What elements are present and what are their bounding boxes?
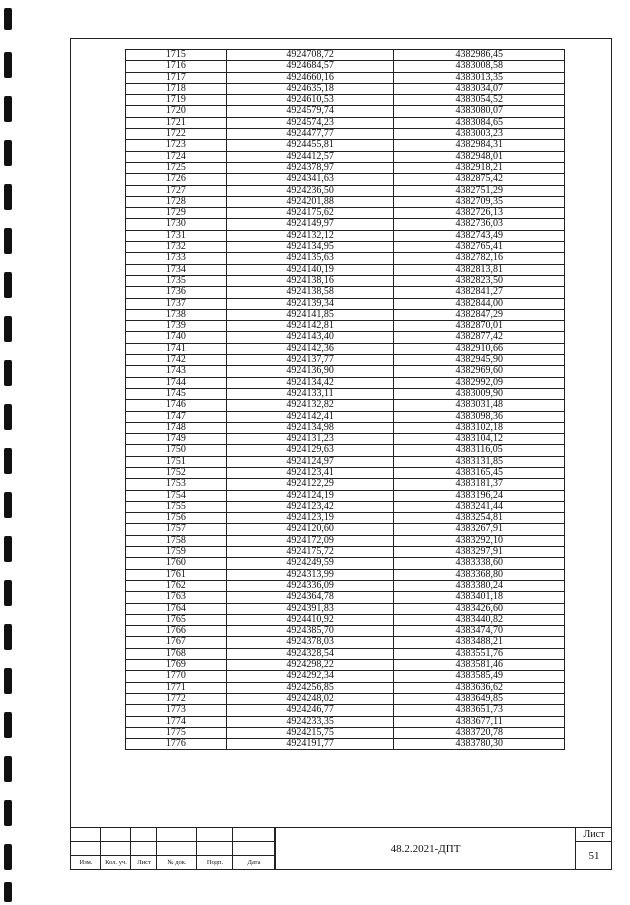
table-row (126, 366, 565, 377)
title-block-label: Кол. уч. (105, 859, 127, 866)
table-row (126, 648, 565, 659)
x-coordinate: 4924410,92 (226, 614, 394, 625)
x-coordinate: 4924135,63 (226, 253, 394, 264)
x-coordinate: 4924134,98 (226, 422, 394, 433)
x-coordinate: 4924149,97 (226, 219, 394, 230)
table-row (126, 95, 565, 106)
y-coordinate: 4383008,58 (394, 61, 565, 72)
x-coordinate: 4924412,57 (226, 151, 394, 162)
binding-mark (4, 536, 12, 562)
table-row (126, 355, 565, 366)
table-row (126, 174, 565, 185)
title-block-label: Лист (137, 859, 151, 866)
table-row (126, 219, 565, 230)
x-coordinate: 4924378,97 (226, 162, 394, 173)
title-block-label: № док. (167, 859, 187, 866)
point-number: 1762 (126, 580, 227, 591)
point-number: 1770 (126, 671, 227, 682)
table-row (126, 547, 565, 558)
table-row (126, 140, 565, 151)
x-coordinate: 4924579,74 (226, 106, 394, 117)
table-row (126, 739, 565, 750)
table-row (126, 671, 565, 682)
binding-mark (4, 96, 12, 122)
y-coordinate: 4382844,00 (394, 298, 565, 309)
point-number: 1739 (126, 321, 227, 332)
point-number: 1722 (126, 129, 227, 140)
table-row (126, 83, 565, 94)
x-coordinate: 4924660,16 (226, 72, 394, 83)
table-row (126, 592, 565, 603)
y-coordinate: 4382813,81 (394, 264, 565, 275)
point-number: 1733 (126, 253, 227, 264)
table-row (126, 456, 565, 467)
y-coordinate: 4383009,90 (394, 388, 565, 399)
sheet-number: 51 (588, 850, 600, 862)
binding-mark (4, 668, 12, 694)
point-number: 1731 (126, 230, 227, 241)
x-coordinate: 4924124,19 (226, 490, 394, 501)
x-coordinate: 4924215,75 (226, 727, 394, 738)
document-number: 48.2.2021-ДПТ (275, 828, 575, 870)
y-coordinate: 4383241,44 (394, 501, 565, 512)
table-row (126, 275, 565, 286)
point-number: 1737 (126, 298, 227, 309)
x-coordinate: 4924684,57 (226, 61, 394, 72)
x-coordinate: 4924364,78 (226, 592, 394, 603)
table-row (126, 343, 565, 354)
table-row (126, 332, 565, 343)
point-number: 1754 (126, 490, 227, 501)
y-coordinate: 4383034,07 (394, 83, 565, 94)
title-block-cell (101, 828, 131, 842)
y-coordinate: 4382992,09 (394, 377, 565, 388)
table-row (126, 287, 565, 298)
x-coordinate: 4924134,95 (226, 242, 394, 253)
y-coordinate: 4383581,46 (394, 660, 565, 671)
y-coordinate: 4382709,35 (394, 196, 565, 207)
point-number: 1718 (126, 83, 227, 94)
point-number: 1738 (126, 309, 227, 320)
table-row (126, 614, 565, 625)
table-row (126, 558, 565, 569)
table-row (126, 626, 565, 637)
point-number: 1746 (126, 400, 227, 411)
y-coordinate: 4383084,65 (394, 117, 565, 128)
point-number: 1753 (126, 479, 227, 490)
x-coordinate: 4924236,50 (226, 185, 394, 196)
table-row (126, 479, 565, 490)
x-coordinate: 4924610,53 (226, 95, 394, 106)
y-coordinate: 4383031,48 (394, 400, 565, 411)
sheet-label: Лист (576, 828, 612, 842)
binding-mark (4, 800, 12, 826)
point-number: 1765 (126, 614, 227, 625)
point-number: 1720 (126, 106, 227, 117)
title-block-cell (71, 828, 101, 842)
point-number: 1747 (126, 411, 227, 422)
point-number: 1727 (126, 185, 227, 196)
point-number: 1741 (126, 343, 227, 354)
table-row (126, 524, 565, 535)
binding-mark (4, 580, 12, 606)
y-coordinate: 4383297,91 (394, 547, 565, 558)
point-number: 1757 (126, 524, 227, 535)
y-coordinate: 4383104,12 (394, 434, 565, 445)
table-row (126, 580, 565, 591)
point-number: 1740 (126, 332, 227, 343)
table-row (126, 230, 565, 241)
y-coordinate: 4382877,42 (394, 332, 565, 343)
x-coordinate: 4924175,72 (226, 547, 394, 558)
point-number: 1763 (126, 592, 227, 603)
point-number: 1758 (126, 535, 227, 546)
x-coordinate: 4924123,41 (226, 467, 394, 478)
point-number: 1751 (126, 456, 227, 467)
title-block-cell (197, 828, 233, 842)
table-row (126, 660, 565, 671)
table-row (126, 467, 565, 478)
x-coordinate: 4924143,40 (226, 332, 394, 343)
binding-mark (4, 316, 12, 342)
sheet-box (575, 828, 611, 870)
y-coordinate: 4382984,31 (394, 140, 565, 151)
y-coordinate: 4383780,30 (394, 739, 565, 750)
x-coordinate: 4924141,85 (226, 309, 394, 320)
y-coordinate: 4383368,80 (394, 569, 565, 580)
title-block-cell (233, 842, 275, 856)
table-row (126, 377, 565, 388)
table-row (126, 603, 565, 614)
table-row (126, 434, 565, 445)
point-number: 1732 (126, 242, 227, 253)
y-coordinate: 4383196,24 (394, 490, 565, 501)
x-coordinate: 4924120,60 (226, 524, 394, 535)
table-row (126, 264, 565, 275)
y-coordinate: 4383181,37 (394, 479, 565, 490)
y-coordinate: 4382736,03 (394, 219, 565, 230)
x-coordinate: 4924139,34 (226, 298, 394, 309)
point-number: 1716 (126, 61, 227, 72)
binding-mark (4, 272, 12, 298)
table-row (126, 490, 565, 501)
point-number: 1772 (126, 693, 227, 704)
y-coordinate: 4383292,10 (394, 535, 565, 546)
y-coordinate: 4383720,78 (394, 727, 565, 738)
point-number: 1776 (126, 739, 227, 750)
table-row (126, 727, 565, 738)
table-row (126, 106, 565, 117)
point-number: 1775 (126, 727, 227, 738)
y-coordinate: 4383131,85 (394, 456, 565, 467)
table-row (126, 535, 565, 546)
title-block-cell (197, 842, 233, 856)
point-number: 1736 (126, 287, 227, 298)
x-coordinate: 4924336,09 (226, 580, 394, 591)
y-coordinate: 4383488,21 (394, 637, 565, 648)
table-row (126, 298, 565, 309)
binding-mark (4, 624, 12, 650)
point-number: 1760 (126, 558, 227, 569)
x-coordinate: 4924142,41 (226, 411, 394, 422)
table-row (126, 321, 565, 332)
point-number: 1767 (126, 637, 227, 648)
y-coordinate: 4383585,49 (394, 671, 565, 682)
x-coordinate: 4924175,62 (226, 208, 394, 219)
point-number: 1742 (126, 355, 227, 366)
binding-mark (4, 844, 12, 870)
page-frame (70, 38, 612, 870)
table-row (126, 445, 565, 456)
point-number: 1730 (126, 219, 227, 230)
binding-mark (4, 712, 12, 738)
point-number: 1766 (126, 626, 227, 637)
point-number: 1723 (126, 140, 227, 151)
point-number: 1748 (126, 422, 227, 433)
x-coordinate: 4924140,19 (226, 264, 394, 275)
table-row (126, 569, 565, 580)
table-row (126, 411, 565, 422)
y-coordinate: 4383649,85 (394, 693, 565, 704)
title-block-cell (101, 842, 131, 856)
y-coordinate: 4383098,36 (394, 411, 565, 422)
x-coordinate: 4924123,42 (226, 501, 394, 512)
x-coordinate: 4924298,22 (226, 660, 394, 671)
table-row (126, 400, 565, 411)
y-coordinate: 4383474,70 (394, 626, 565, 637)
point-number: 1724 (126, 151, 227, 162)
y-coordinate: 4383380,24 (394, 580, 565, 591)
y-coordinate: 4383677,11 (394, 716, 565, 727)
binding-mark (4, 140, 12, 166)
y-coordinate: 4383102,18 (394, 422, 565, 433)
table-row (126, 61, 565, 72)
x-coordinate: 4924292,34 (226, 671, 394, 682)
table-row (126, 117, 565, 128)
title-block-label: Дата (247, 859, 261, 866)
point-number: 1773 (126, 705, 227, 716)
x-coordinate: 4924123,19 (226, 513, 394, 524)
y-coordinate: 4383165,45 (394, 467, 565, 478)
y-coordinate: 4383267,91 (394, 524, 565, 535)
x-coordinate: 4924313,99 (226, 569, 394, 580)
x-coordinate: 4924134,42 (226, 377, 394, 388)
x-coordinate: 4924233,35 (226, 716, 394, 727)
x-coordinate: 4924124,97 (226, 456, 394, 467)
y-coordinate: 4383080,07 (394, 106, 565, 117)
x-coordinate: 4924341,63 (226, 174, 394, 185)
title-block-cell (71, 842, 101, 856)
binding-mark (4, 404, 12, 430)
binding-mark (4, 360, 12, 386)
title-block-cell (157, 842, 197, 856)
point-number: 1769 (126, 660, 227, 671)
binding-mark (4, 756, 12, 782)
y-coordinate: 4382847,29 (394, 309, 565, 320)
x-coordinate: 4924131,23 (226, 434, 394, 445)
y-coordinate: 4382969,60 (394, 366, 565, 377)
y-coordinate: 4383651,73 (394, 705, 565, 716)
y-coordinate: 4382765,41 (394, 242, 565, 253)
table-row (126, 705, 565, 716)
table-row (126, 129, 565, 140)
y-coordinate: 4383003,23 (394, 129, 565, 140)
y-coordinate: 4382875,42 (394, 174, 565, 185)
x-coordinate: 4924172,09 (226, 535, 394, 546)
coordinates-table (125, 49, 565, 750)
y-coordinate: 4383426,60 (394, 603, 565, 614)
table-row (126, 253, 565, 264)
y-coordinate: 4382945,90 (394, 355, 565, 366)
x-coordinate: 4924132,82 (226, 400, 394, 411)
binding-mark (4, 184, 12, 210)
y-coordinate: 4383116,05 (394, 445, 565, 456)
binding-mark (4, 8, 12, 30)
x-coordinate: 4924635,18 (226, 83, 394, 94)
binding-mark (4, 448, 12, 474)
y-coordinate: 4382751,29 (394, 185, 565, 196)
point-number: 1744 (126, 377, 227, 388)
table-row (126, 196, 565, 207)
title-block (71, 827, 611, 870)
point-number: 1729 (126, 208, 227, 219)
point-number: 1726 (126, 174, 227, 185)
table-row (126, 185, 565, 196)
y-coordinate: 4383013,35 (394, 72, 565, 83)
table-row (126, 637, 565, 648)
x-coordinate: 4924249,59 (226, 558, 394, 569)
table-row (126, 151, 565, 162)
point-number: 1721 (126, 117, 227, 128)
y-coordinate: 4383551,76 (394, 648, 565, 659)
x-coordinate: 4924191,77 (226, 739, 394, 750)
point-number: 1734 (126, 264, 227, 275)
point-number: 1743 (126, 366, 227, 377)
y-coordinate: 4382841,27 (394, 287, 565, 298)
y-coordinate: 4382823,50 (394, 275, 565, 286)
y-coordinate: 4383054,52 (394, 95, 565, 106)
table-row (126, 208, 565, 219)
y-coordinate: 4382948,01 (394, 151, 565, 162)
y-coordinate: 4383440,82 (394, 614, 565, 625)
y-coordinate: 4382743,49 (394, 230, 565, 241)
point-number: 1761 (126, 569, 227, 580)
y-coordinate: 4383401,18 (394, 592, 565, 603)
x-coordinate: 4924455,81 (226, 140, 394, 151)
point-number: 1759 (126, 547, 227, 558)
x-coordinate: 4924391,83 (226, 603, 394, 614)
point-number: 1719 (126, 95, 227, 106)
table-row (126, 513, 565, 524)
y-coordinate: 4382986,45 (394, 50, 565, 61)
point-number: 1717 (126, 72, 227, 83)
point-number: 1735 (126, 275, 227, 286)
x-coordinate: 4924137,77 (226, 355, 394, 366)
point-number: 1774 (126, 716, 227, 727)
x-coordinate: 4924256,85 (226, 682, 394, 693)
point-number: 1725 (126, 162, 227, 173)
table-row (126, 388, 565, 399)
x-coordinate: 4924129,63 (226, 445, 394, 456)
table-row (126, 309, 565, 320)
table-row (126, 162, 565, 173)
point-number: 1756 (126, 513, 227, 524)
table-row (126, 716, 565, 727)
binding-mark (4, 52, 12, 78)
point-number: 1768 (126, 648, 227, 659)
title-block-cell (131, 828, 157, 842)
x-coordinate: 4924122,29 (226, 479, 394, 490)
y-coordinate: 4382910,66 (394, 343, 565, 354)
point-number: 1745 (126, 388, 227, 399)
x-coordinate: 4924708,72 (226, 50, 394, 61)
point-number: 1752 (126, 467, 227, 478)
title-block-cell (233, 828, 275, 842)
x-coordinate: 4924246,77 (226, 705, 394, 716)
y-coordinate: 4382918,21 (394, 162, 565, 173)
table-row (126, 422, 565, 433)
y-coordinate: 4382726,13 (394, 208, 565, 219)
point-number: 1764 (126, 603, 227, 614)
binding-mark (4, 228, 12, 254)
x-coordinate: 4924201,88 (226, 196, 394, 207)
title-block-cell (131, 842, 157, 856)
title-block-label: Подп. (206, 859, 224, 866)
binding-mark (4, 882, 12, 902)
y-coordinate: 4382782,16 (394, 253, 565, 264)
x-coordinate: 4924142,36 (226, 343, 394, 354)
x-coordinate: 4924378,03 (226, 637, 394, 648)
x-coordinate: 4924132,12 (226, 230, 394, 241)
x-coordinate: 4924385,70 (226, 626, 394, 637)
point-number: 1715 (126, 50, 227, 61)
x-coordinate: 4924142,81 (226, 321, 394, 332)
title-block-cell (157, 828, 197, 842)
y-coordinate: 4382870,01 (394, 321, 565, 332)
binding-mark (4, 492, 12, 518)
x-coordinate: 4924574,23 (226, 117, 394, 128)
table-row (126, 72, 565, 83)
y-coordinate: 4383338,60 (394, 558, 565, 569)
table-row (126, 242, 565, 253)
x-coordinate: 4924138,16 (226, 275, 394, 286)
y-coordinate: 4383254,81 (394, 513, 565, 524)
point-number: 1755 (126, 501, 227, 512)
point-number: 1750 (126, 445, 227, 456)
point-number: 1771 (126, 682, 227, 693)
x-coordinate: 4924248,02 (226, 693, 394, 704)
x-coordinate: 4924136,90 (226, 366, 394, 377)
x-coordinate: 4924138,58 (226, 287, 394, 298)
table-row (126, 682, 565, 693)
point-number: 1728 (126, 196, 227, 207)
title-block-label: Изм. (79, 859, 93, 866)
point-number: 1749 (126, 434, 227, 445)
x-coordinate: 4924133,11 (226, 388, 394, 399)
y-coordinate: 4383636,62 (394, 682, 565, 693)
x-coordinate: 4924477,77 (226, 129, 394, 140)
table-row (126, 501, 565, 512)
table-row (126, 693, 565, 704)
table-row (126, 50, 565, 61)
x-coordinate: 4924328,54 (226, 648, 394, 659)
